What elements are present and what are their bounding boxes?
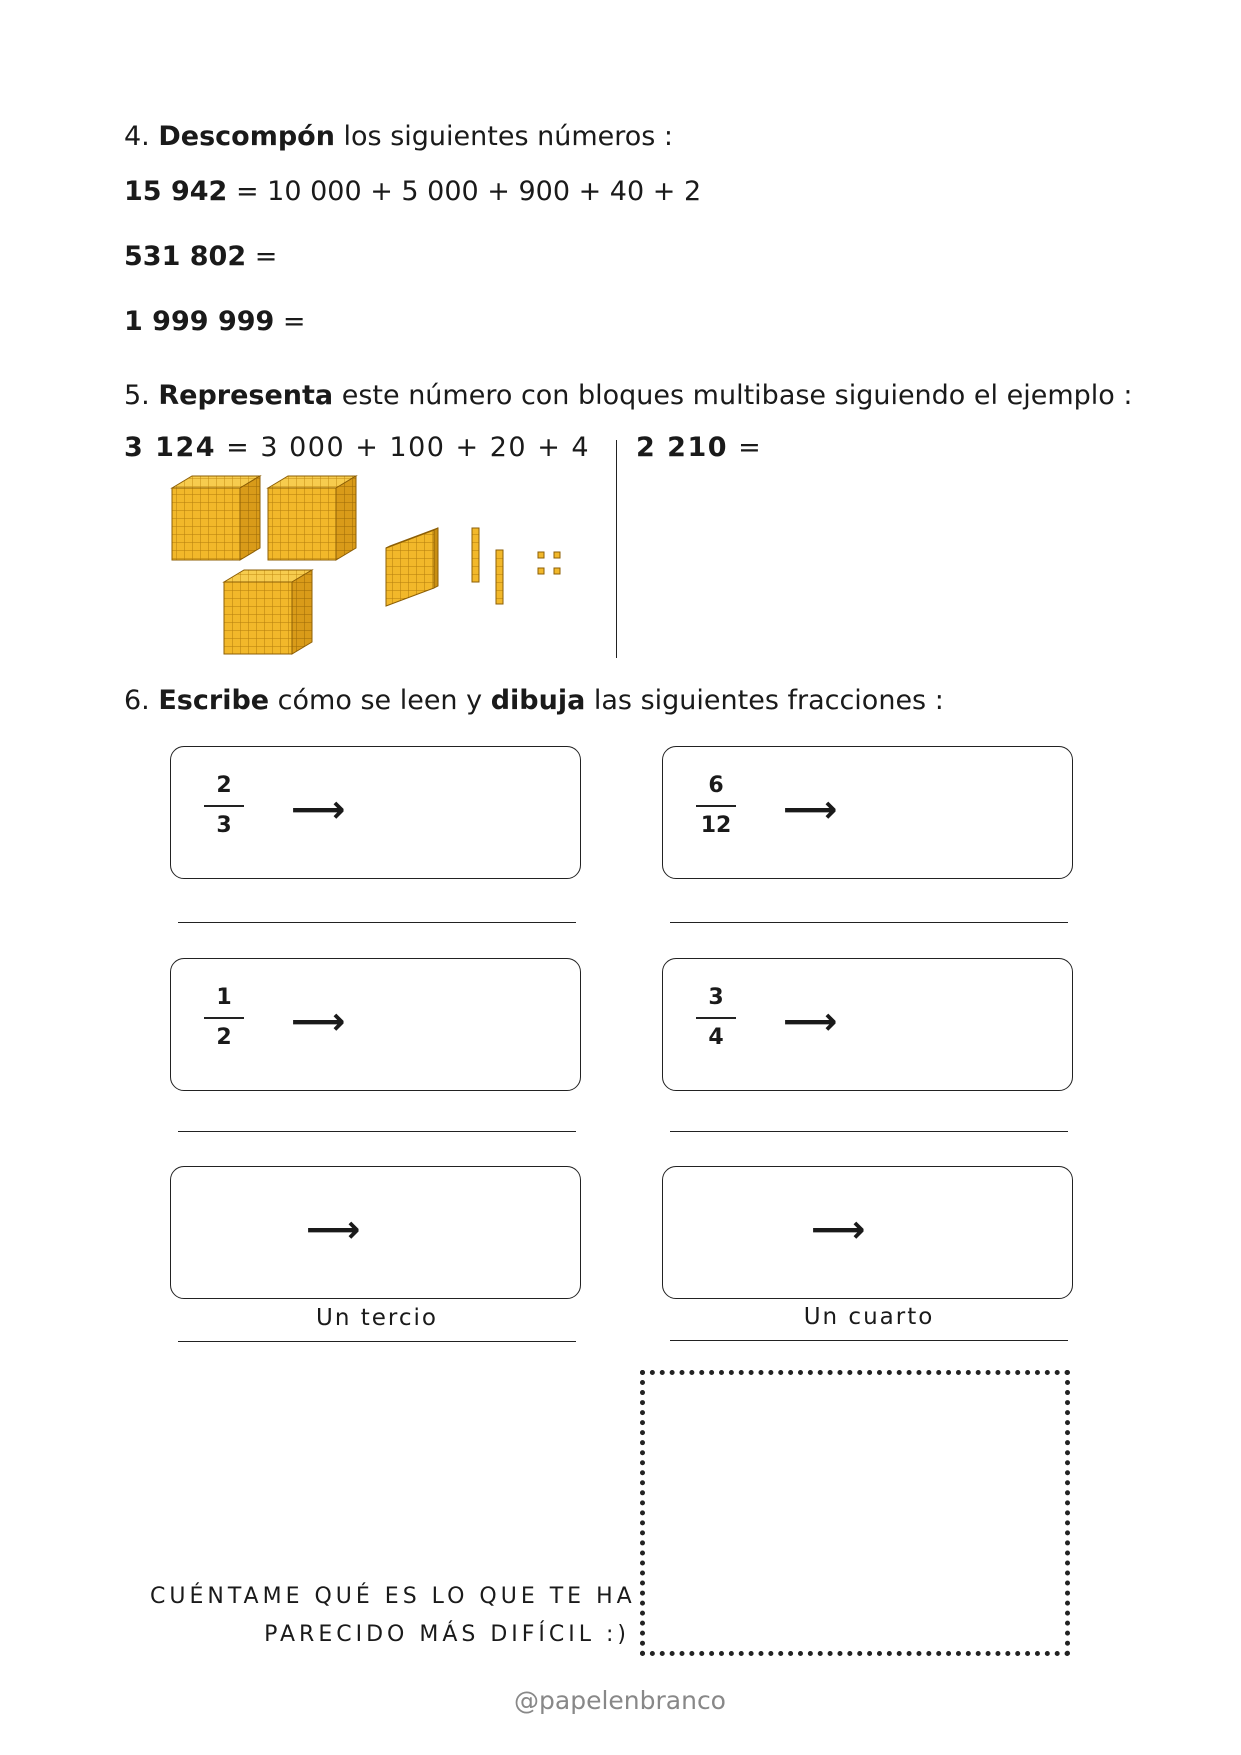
ten-rod-icon — [496, 550, 503, 604]
unit-cube-icon — [538, 568, 544, 574]
thousand-cube-icon — [268, 476, 356, 560]
reflection-prompt: CUÉNTAME QUÉ ES LO QUE TE HA PARECIDO MÁS DIFÍCIL :) — [150, 1584, 636, 1647]
arrow-icon: ⟶ — [811, 1207, 866, 1251]
answer-line[interactable] — [670, 1131, 1068, 1132]
arrow-icon: ⟶ — [291, 787, 346, 831]
q4-verb: Descompón — [158, 121, 335, 152]
q5-task: 2 210 = — [636, 432, 763, 463]
q4-row: 1 999 999 = — [124, 306, 306, 337]
answer-line[interactable] — [178, 1131, 576, 1132]
fraction-card — [662, 958, 1073, 1091]
q5-verb: Representa — [158, 380, 334, 411]
fraction-card[interactable] — [662, 1166, 1073, 1299]
answer-line[interactable] — [670, 922, 1068, 923]
reflection-box[interactable] — [640, 1370, 1070, 1656]
fraction-card — [170, 746, 581, 879]
arrow-icon: ⟶ — [306, 1207, 361, 1251]
unit-cube-icon — [554, 552, 560, 558]
ten-rod-icon — [472, 528, 479, 582]
fraction-card[interactable] — [170, 1166, 581, 1299]
fraction-card — [170, 958, 581, 1091]
thousand-cube-icon — [172, 476, 260, 560]
answer-line — [670, 1340, 1068, 1341]
arrow-icon: ⟶ — [783, 787, 838, 831]
arrow-icon: ⟶ — [783, 999, 838, 1043]
fraction-card — [662, 746, 1073, 879]
fraction-caption: Un cuarto — [803, 1304, 935, 1330]
q5-example: 3 124 = 3 000 + 100 + 20 + 4 — [124, 432, 591, 463]
footer-credit: @papelenbranco — [514, 1686, 726, 1715]
q5-divider — [616, 440, 617, 658]
fraction-caption: Un tercio — [316, 1305, 438, 1331]
answer-line — [178, 1341, 576, 1342]
q4-row: 531 802 = — [124, 241, 278, 272]
fraction: 3 4 — [696, 983, 736, 1053]
fraction: 6 12 — [696, 771, 736, 841]
fraction: 2 3 — [204, 771, 244, 841]
q4-row: 15 942 = 10 000 + 5 000 + 900 + 40 + 2 — [124, 176, 702, 207]
fraction: 1 2 — [204, 983, 244, 1053]
thousand-cube-icon — [224, 570, 312, 654]
base-ten-blocks-illustration — [160, 470, 580, 670]
q6-heading: 6. Escribe cómo se leen y dibuja las siguientes fracciones : — [124, 685, 944, 716]
hundred-flat-icon — [386, 528, 438, 606]
q4-heading: 4. Descompón los siguientes números : — [124, 121, 674, 152]
q5-heading: 5. Representa este número con bloques multibase siguiendo el ejemplo : — [124, 380, 1133, 411]
unit-cube-icon — [538, 552, 544, 558]
unit-cube-icon — [554, 568, 560, 574]
arrow-icon: ⟶ — [291, 999, 346, 1043]
answer-line[interactable] — [178, 922, 576, 923]
